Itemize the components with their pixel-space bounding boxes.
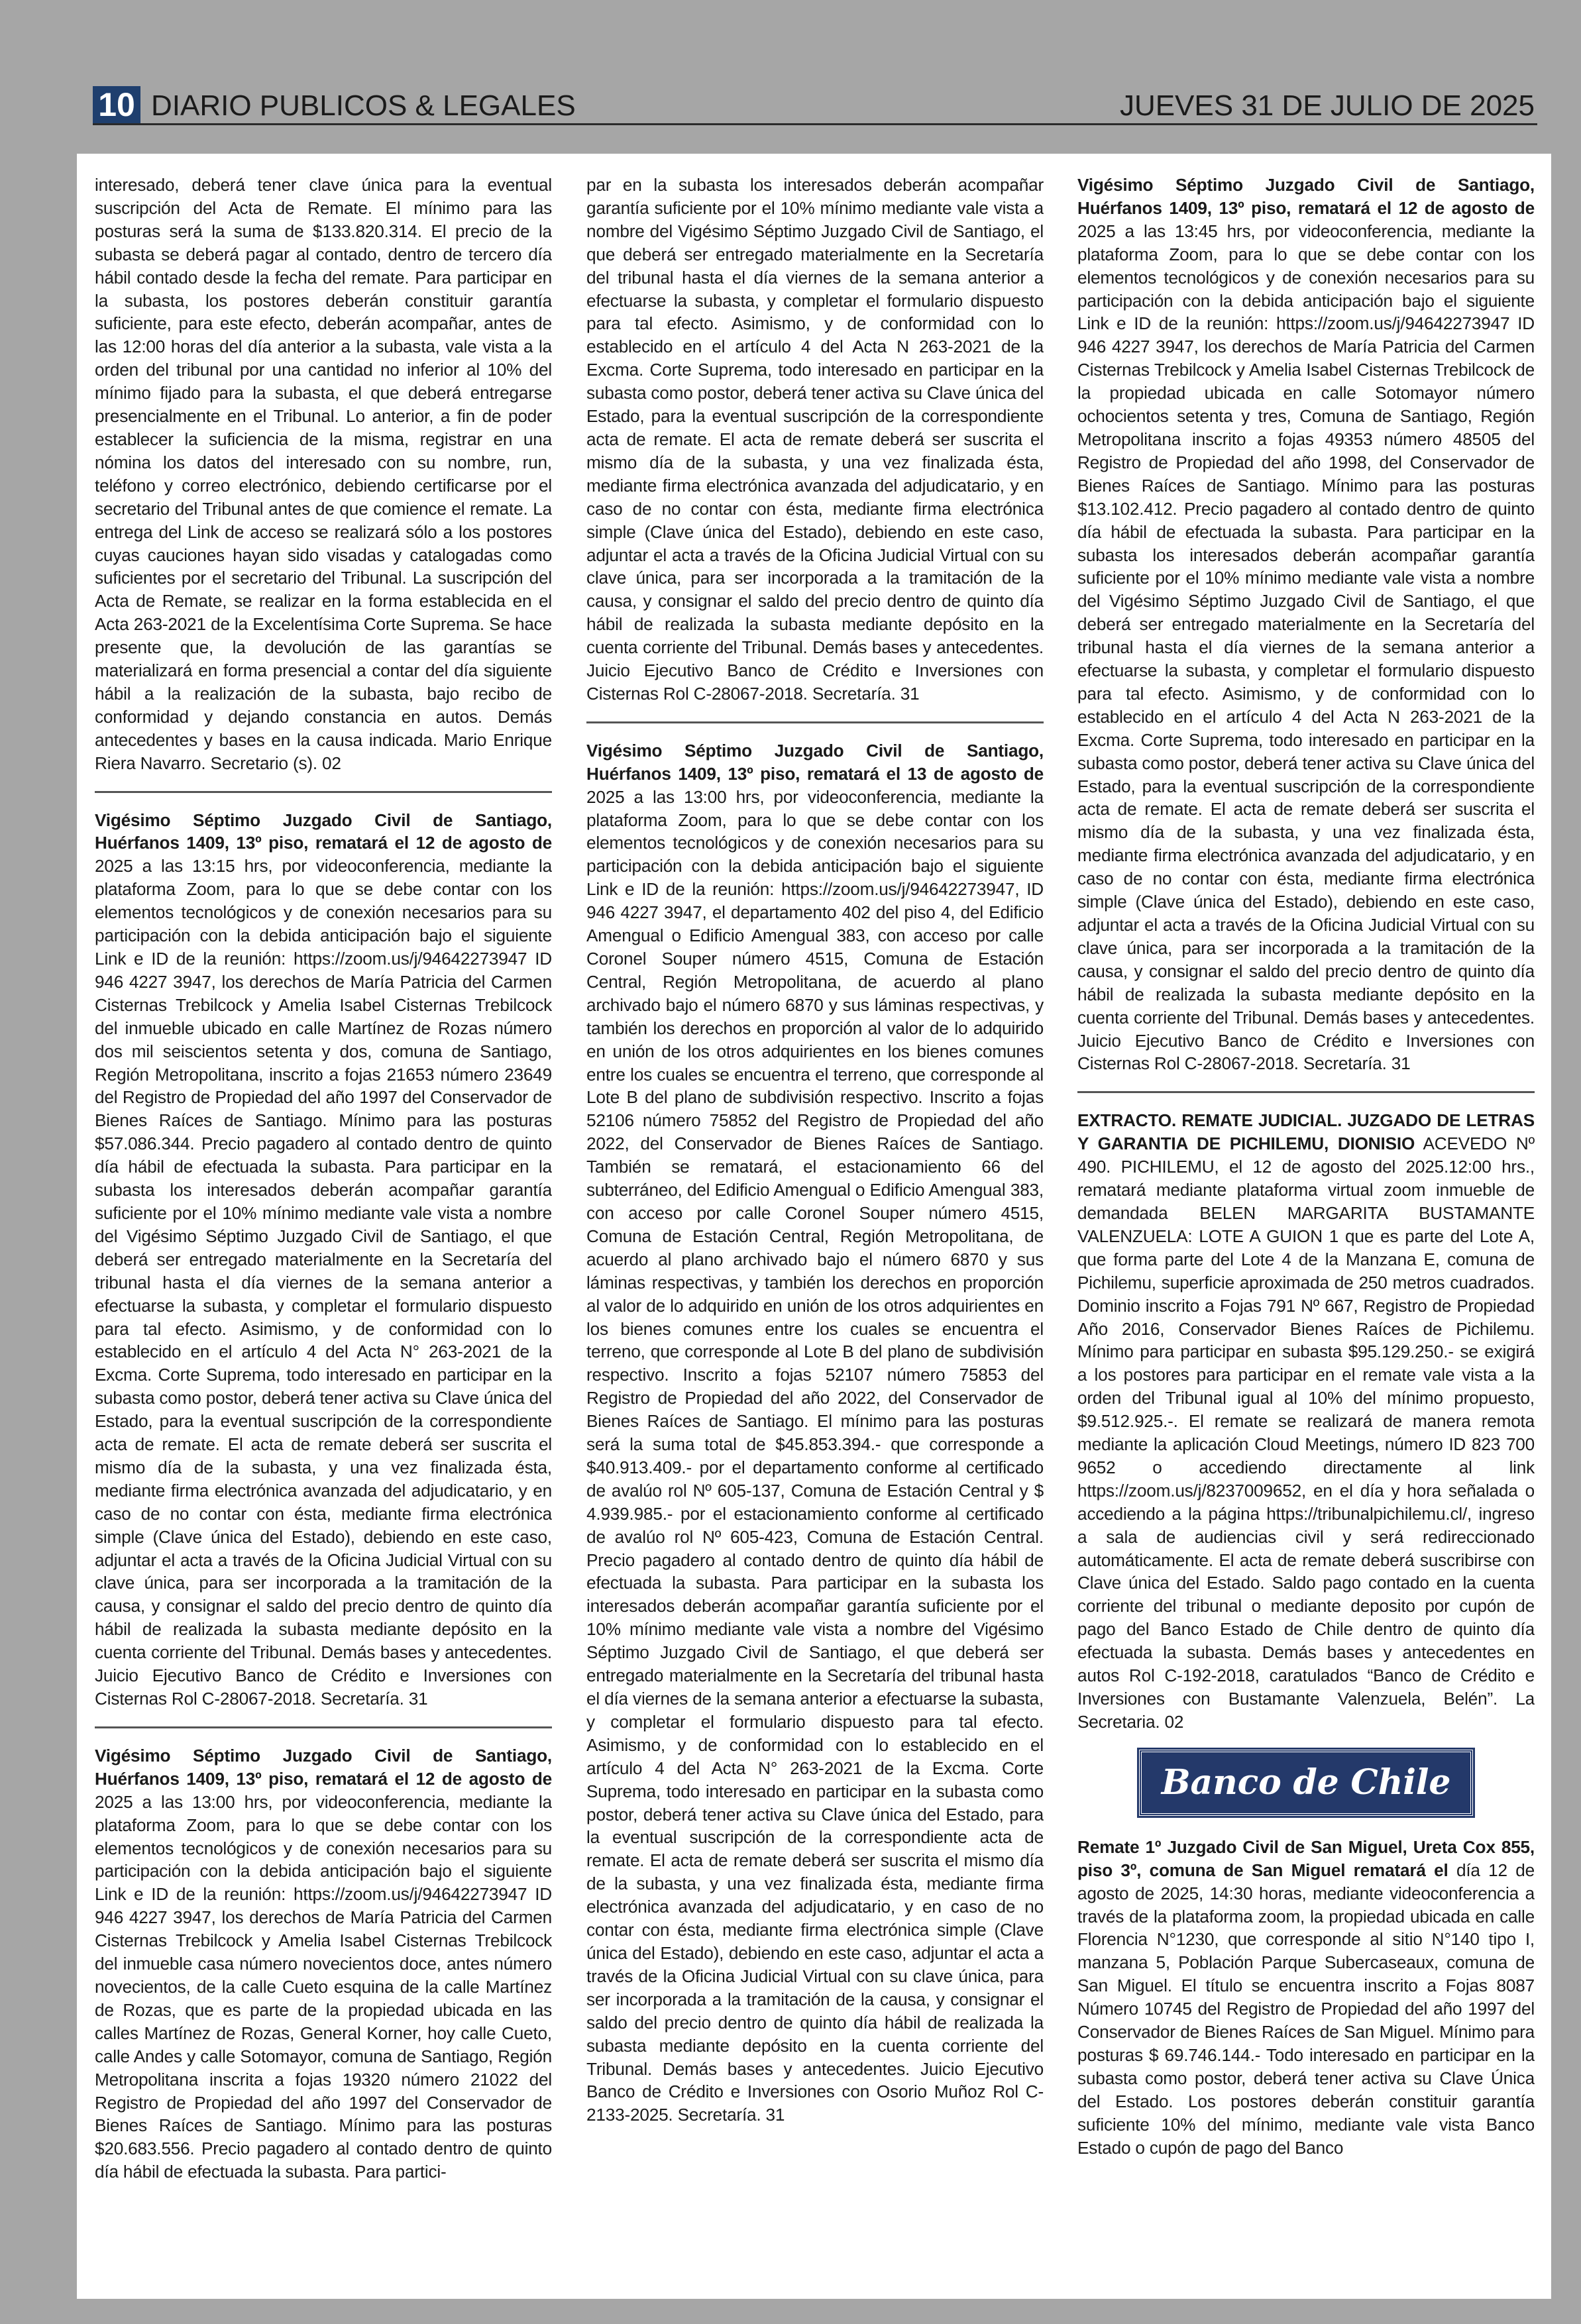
column-2 xyxy=(586,174,1044,2280)
page-number: 10 xyxy=(93,86,140,123)
notice-heading: Remate 1º Juzgado Civil de San Miguel, Ureta Cox 855, piso 3º, comuna de San Miguel rematará el xyxy=(1077,1836,1535,1880)
notice-divider xyxy=(586,721,1044,723)
notice xyxy=(95,809,552,1711)
notice-heading: Vigésimo Séptimo Juzgado Civil de Santiago, Huérfanos 1409, 13º piso, rematará el 12 de agosto de xyxy=(1077,175,1535,218)
notice-divider xyxy=(95,1726,552,1728)
column-3 xyxy=(1077,174,1535,2280)
advertiser-logo-wrap xyxy=(1077,1750,1535,1816)
notice-heading: Vigésimo Séptimo Juzgado Civil de Santiago, Huérfanos 1409, 13º piso, rematará el 13 de agosto de xyxy=(586,740,1044,784)
notice xyxy=(95,1744,552,2184)
notice-heading: EXTRACTO. REMATE JUDICIAL. JUZGADO DE LETRAS Y GARANTIA DE PICHILEMU, DIONISIO xyxy=(1077,1110,1535,1154)
notice-divider xyxy=(1077,1091,1535,1093)
notice-body: 2025 a las 13:00 hrs, por videoconferencia, mediante la plataforma Zoom, para lo que se debe contar con los elementos tecnológicos y de conexión necesarios para su participación con la debida anticipación bajo el siguiente Link e ID de la reunión: https://zoom.us/j/94642273947 ID 946 4227 3947, los derechos de María Patricia del Carmen Cisternas Trebilcock y Amelia Isabel Cisternas Trebilcock del inmueble casa número novecientos doce, antes número novecientos, de la calle Cueto esquina de la calle Martínez de Rozas, que es parte de la propiedad ubicada en las calles Martínez de Rozas, General Korner, hoy calle Cueto, calle Andes y calle Sotomayor, comuna de Santiago, Región Metropolitana inscrita a fojas 19320 número 21022 del Registro de Propiedad del año 1997 del Conservador de Bienes Raíces de Santiago. Mínimo para las posturas $20.683.556. Precio pagadero al contado dentro de quinto día hábil de efectuada la subasta. Para partici- xyxy=(95,1791,552,2182)
publication-title: DIARIO PUBLICOS & LEGALES xyxy=(151,89,576,122)
notice xyxy=(586,739,1044,2127)
notice-body: ACEVEDO Nº 490. PICHILEMU, el 12 de agosto del 2025.12:00 hrs., rematará mediante plataforma virtual zoom inmueble de demandada BELEN MARGARITA BUSTAMANTE VALENZUELA: LOTE A GUION 1 que es parte del Lote A, que forma parte del Lote 4 de la Manzana E, comuna de Pichilemu, superficie aproximada de 250 metros cuadrados. Dominio inscrito a Fojas 791 Nº 667, Registro de Propiedad Año 2016, Conservador Bienes Raíces de Pichilemu. Mínimo para participar en subasta $95.129.250.- se exigirá a los postores para participar en el remate vale vista a la orden del Tribunal igual al 10% del mínimo propuesto, $9.512.925.-. El remate se realizará de manera remota mediante la aplicación Cloud Meetings, número ID 823 700 9652 o accediendo directamente al link https://zoom.us/j/8237009652, en el día y hora señalada o accediendo a la página https://tribunalpichilemu.cl/, ingreso a sala de audiencias civil y será redireccionado automáticamente. El acta de remate deberá suscribirse con Clave única del Estado. Saldo pago contado en la cuenta corriente del tribunal o mediante deposito por cupón de pago del Banco Estado de Chile dentro de quinto día efectuada la subasta. Demás bases y antecedentes en autos Rol C-192-2018, caratulados “Banco de Crédito e Inversiones con Bustamante Valenzuela, Belén”. La Secretaria. 02 xyxy=(1077,1134,1535,1732)
publication-date: JUEVES 31 DE JULIO DE 2025 xyxy=(1119,89,1535,122)
notice xyxy=(1077,1836,1535,2160)
page-header xyxy=(93,86,1537,125)
notice-body: día 12 de agosto de 2025, 14:30 horas, mediante videoconferencia a través de la plataforma zoom, la propiedad ubicada en calle Florencia N°1230, que corresponde al sitio N°140 tipo I, manzana 5, Población Parque Subercaseaux, comuna de San Miguel. El título se encuentra inscrito a Fojas 8087 Número 10745 del Registro de Propiedad del año 1997 del Conservador de Bienes Raíces de San Miguel. Mínimo para posturas $ 69.746.144.- Todo interesado en participar en la subasta como postor, deberá tener activa su Clave Única del Estado. Los postores deberán constituir garantía suficiente 10% del mínimo, mediante vale vista Banco Estado o cupón de pago del Banco xyxy=(1077,1860,1535,2158)
notice-divider xyxy=(95,791,552,793)
notice-heading: Vigésimo Séptimo Juzgado Civil de Santiago, Huérfanos 1409, 13º piso, rematará el 12 de agosto de xyxy=(95,1745,552,1789)
notice-continued: interesado, deberá tener clave única para la eventual suscripción del Acta de Remate. El mínimo para las posturas será la suma de $133.820.314. El precio de la subasta se deberá pagar al contado, dentro de tercero día hábil contado desde la fecha del remate. Para participar en la subasta, los postores deberán constituir garantía suficiente, para este efecto, deberán acompañar, antes de las 12:00 horas del día anterior a la subasta, vale vista a la orden del tribunal por una cantidad no inferior al 10% del mínimo fijado para la subasta, el que deberá entregarse presencialmente en el Tribunal. Lo anterior, a fin de poder establecer la suficiencia de la misma, registrar en una nómina los datos del interesado con su nombre, run, teléfono y correo electrónico, debiendo certificarse por el secretario del Tribunal antes de que comience el remate. La entrega del Link de acceso se realizará sólo a los postores cuyas cauciones hayan sido visadas y catalogadas como suficientes por el secretario del Tribunal. La suscripción del Acta de Remate, se realizar en la forma establecida en el Acta 263-2021 de la Excelentísima Corte Suprema. Se hace presente que, la devolución de las garantías se materializará en forma presencial a contar del día siguiente hábil a la realización de la subasta, bajo recibo de conformidad y dejando constancia en autos. Demás antecedentes y bases en la causa indicada. Mario Enrique Riera Navarro. Secretario (s). 02 xyxy=(95,175,552,773)
notice-body: 2025 a las 13:15 hrs, por videoconferencia, mediante la plataforma Zoom, para lo que se debe contar con los elementos tecnológicos y de conexión necesarios para su participación con la debida anticipación bajo el siguiente Link e ID de la reunión: https://zoom.us/j/94642273947 ID 946 4227 3947, los derechos de María Patricia del Carmen Cisternas Trebilcock y Amelia Isabel Cisternas Trebilcock del inmueble ubicado en calle Martínez de Rozas número dos mil seiscientos setenta y dos, comuna de Santiago, Región Metropolitana, inscrito a fojas 21653 número 23649 del Registro de Propiedad del año 1997 del Conservador de Bienes Raíces de Santiago. Mínimo para las posturas $57.086.344. Precio pagadero al contado dentro de quinto día hábil de efectuada la subasta. Para participar en la subasta los interesados deberán acompañar garantía suficiente por el 10% mínimo mediante vale vista a nombre del Vigésimo Séptimo Juzgado Civil de Santiago, el que deberá ser entregado materialmente en la Secretaría del tribunal hasta el día viernes de la semana anterior a efectuarse la subasta, y completar el formulario dispuesto para tal efecto. Asimismo, y de conformidad con lo establecido en el artículo 4 del Acta N° 263-2021 de la Excma. Corte Suprema, todo interesado en participar en la subasta como postor, deberá tener activa su Clave única del Estado, para la eventual suscripción de la correspondiente acta de remate. El acta de remate deberá ser suscrita el mismo día de la subasta, y una vez finalizada ésta, mediante firma electrónica avanzada del adjudicatario, y en caso de no contar con ésta, mediante firma electrónica simple (Clave única del Estado), debiendo en este caso, adjuntar el acta a través de la Oficina Judicial Virtual con su clave única, para ser incorporada a la tramitación de la causa, y consignar el saldo del precio dentro de quinto día hábil de realizada la subasta mediante depósito en la cuenta corriente del Tribunal. Demás bases y antecedentes. Juicio Ejecutivo Banco de Crédito e Inversiones con Cisternas Rol C-28067-2018. Secretaría. 31 xyxy=(95,856,552,1709)
column-1 xyxy=(95,174,552,2280)
notice xyxy=(1077,1109,1535,1733)
notice-body: 2025 a las 13:00 hrs, por videoconferencia, mediante la plataforma Zoom, para lo que se debe contar con los elementos tecnológicos y de conexión necesarios para su participación con la debida anticipación bajo el siguiente Link e ID de la reunión: https://zoom.us/j/94642273947, ID 946 4227 3947, el departamento 402 del piso 4, del Edificio Amengual o Edificio Amengual 383, con acceso por calle Coronel Souper número 4515, Comuna de Estación Central, Región Metropolitana, de acuerdo al plano archivado bajo el número 6870 y sus láminas respectivas, y también los derechos en proporción al valor de lo adquirido en unión de los otros adquirientes en los bienes comunes entre los cuales se encuentra el terreno, que corresponde al Lote B del plano de subdivisión respectivo. Inscrito a fojas 52106 número 75852 del Registro de Propiedad del año 2022, del Conservador de Bienes Raíces de Santiago. También se rematará, el estacionamiento 66 del subterráneo, del Edificio Amengual o Edificio Amengual 383, con acceso por calle Coronel Souper número 4515, Comuna de Estación Central, Región Metropolitana, de acuerdo al plano archivado bajo el número 6870 y sus láminas respectivas, y también los derechos en proporción al valor de lo adquirido en unión de los otros adquirientes en los bienes comunes entre los cuales se encuentra el terreno, que corresponde al Lote B del plano de subdivisión respectivo. Inscrito a fojas 52107 número 75853 del Registro de Propiedad del año 2022, del Conservador de Bienes Raíces de Santiago. El mínimo para las posturas será la suma total de $45.853.394.- que corresponde a $40.913.409.- por el departamento conforme al certificado de avalúo rol Nº 605-137, Comuna de Estación Central y $ 4.939.985.- por el estacionamiento conforme al certificado de avalúo rol Nº 605-423, Comuna de Estación Central. Precio pagadero al contado dentro de quinto día hábil de efectuada la subasta. Para participar en la subasta los interesados deberán acompañar garantía suficiente por el 10% mínimo mediante vale vista a nombre del Vigésimo Séptimo Juzgado Civil de Santiago, el que deberá ser entregado materialmente en la Secretaría del tribunal hasta el día viernes de la semana anterior a efectuarse la subasta, y completar el formulario dispuesto para tal efecto. Asimismo, y de conformidad con lo establecido en el artículo 4 del Acta N° 263-2021 de la Excma. Corte Suprema, todo interesado en participar en la subasta como postor, deberá tener activa su Clave única del Estado, para la eventual suscripción de la correspondiente acta de remate. El acta de remate deberá ser suscrita el mismo día de la subasta, y una vez finalizada ésta, mediante firma electrónica avanzada del adjudicatario, y en caso de no contar con ésta, mediante firma electrónica simple (Clave única del Estado), debiendo en este caso, adjuntar el acta a través de la Oficina Judicial Virtual con su clave única, para ser incorporada a la tramitación de la causa, y consignar el saldo del precio dentro de quinto día hábil de realizada la subasta mediante depósito en la cuenta corriente del Tribunal. Demás bases y antecedentes. Juicio Ejecutivo Banco de Crédito e Inversiones con Osorio Muñoz Rol C-2133-2025. Secretaría. 31 xyxy=(586,786,1044,2125)
notice-continued: par en la subasta los interesados deberán acompañar garantía suficiente por el 10% mínimo mediante vale vista a nombre del Vigésimo Séptimo Juzgado Civil de Santiago, el que deberá ser entregado materialmente en la Secretaría del tribunal hasta el día viernes de la semana anterior a efectuarse la subasta, y completar el formulario dispuesto para tal efecto. Asimismo, y de conformidad con lo establecido en el artículo 4 del Acta N 263-2021 de la Excma. Corte Suprema, todo interesado en participar en la subasta como postor, deberá tener activa su Clave única del Estado, para la eventual suscripción de la correspondiente acta de remate. El acta de remate deberá ser suscrita el mismo día de la subasta, y una vez finalizada ésta, mediante firma electrónica avanzada del adjudicatario, y en caso de no contar con ésta, mediante firma electrónica simple (Clave única del Estado), debiendo en este caso, adjuntar el acta a través de la Oficina Judicial Virtual con su clave única, para ser incorporada a la tramitación de la causa, y consignar el saldo del precio dentro de quinto día hábil de realizada la subasta mediante depósito en la cuenta corriente del Tribunal. Demás bases y antecedentes. Juicio Ejecutivo Banco de Crédito e Inversiones con Cisternas Rol C-28067-2018. Secretaría. 31 xyxy=(586,175,1044,704)
banco-de-chile-logo: Banco de Chile xyxy=(1139,1750,1473,1816)
notice xyxy=(1077,174,1535,1075)
notice-body: 2025 a las 13:45 hrs, por videoconferencia, mediante la plataforma Zoom, para lo que se debe contar con los elementos tecnológicos y de conexión necesarios para su participación con la debida anticipación bajo el siguiente Link e ID de la reunión: https://zoom.us/j/94642273947 ID 946 4227 3947, los derechos de María Patricia del Carmen Cisternas Trebilcock y Amelia Isabel Cisternas Trebilcock de la propiedad ubicada en calle Sotomayor número ochocientos setenta y tres, Comuna de Santiago, Región Metropolitana inscrito a fojas 49353 número 48505 del Registro de Propiedad del año 1998, del Conservador de Bienes Raíces de Santiago. Mínimo para las posturas $13.102.412. Precio pagadero al contado dentro de quinto día hábil de efectuada la subasta. Para participar en la subasta los interesados deberán acompañar garantía suficiente por el 10% mínimo mediante vale vista a nombre del Vigésimo Séptimo Juzgado Civil de Santiago, el que deberá ser entregado materialmente en la Secretaría del tribunal hasta el día viernes de la semana anterior a efectuarse la subasta, y completar el formulario dispuesto para tal efecto. Asimismo, y de conformidad con lo establecido en el artículo 4 del Acta N 263-2021 de la Excma. Corte Suprema, todo interesado en participar en la subasta como postor, deberá tener activa su Clave única del Estado, para la eventual suscripción de la correspondiente acta de remate. El acta de remate deberá ser suscrita el mismo día de la subasta, y una vez finalizada ésta, mediante firma electrónica avanzada del adjudicatario, y en caso de no contar con ésta, mediante firma electrónica simple (Clave única del Estado), debiendo en este caso, adjuntar el acta a través de la Oficina Judicial Virtual con su clave única, para ser incorporada a la tramitación de la causa, y consignar el saldo del precio dentro de quinto día hábil de realizada la subasta mediante depósito en la cuenta corriente del Tribunal. Demás bases y antecedentes. Juicio Ejecutivo Banco de Crédito e Inversiones con Cisternas Rol C-28067-2018. Secretaría. 31 xyxy=(1077,221,1535,1074)
page-sheet xyxy=(77,154,1551,2299)
notice-heading: Vigésimo Séptimo Juzgado Civil de Santiago, Huérfanos 1409, 13º piso, rematará el 12 de agosto de xyxy=(95,810,552,853)
